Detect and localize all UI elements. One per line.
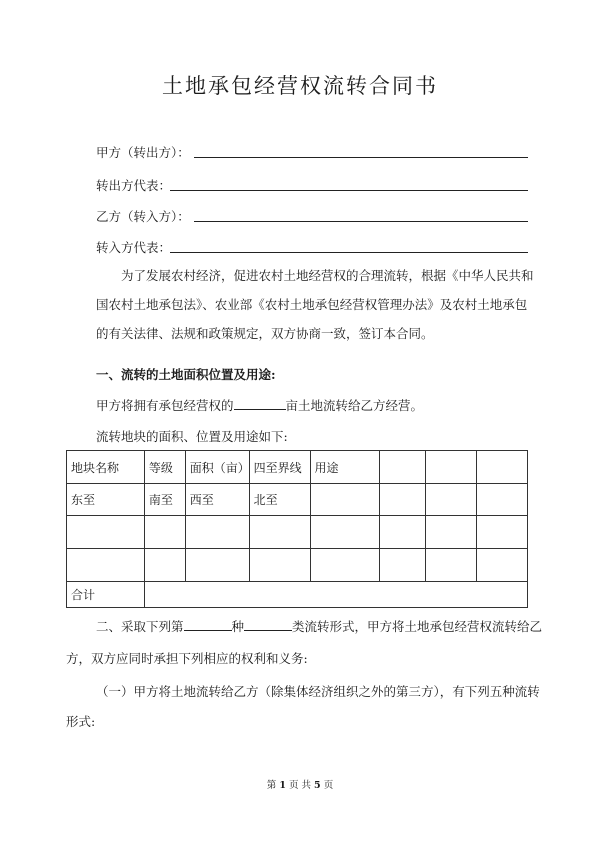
table-cell: [380, 549, 426, 582]
footer-mid: 页 共: [288, 780, 312, 791]
table-row-boundaries: [67, 484, 528, 516]
party-a-label: 甲方（转出方）：: [96, 145, 190, 160]
table-cell: 北至: [249, 484, 310, 516]
party-a-blank: [194, 157, 528, 158]
section-1-heading: 一、流转的土地面积位置及用途:: [96, 367, 276, 382]
table-cell: [477, 549, 528, 582]
table-cell: [249, 549, 310, 582]
table-cell: 东至: [67, 484, 145, 516]
page-footer: [0, 777, 600, 791]
section-2-line-2: 方，双方应同时承担下列相应的权利和义务:: [66, 651, 308, 666]
section-1-line-1-b: 亩土地流转给乙方经营。: [285, 398, 424, 413]
footer-total-pages: 5: [314, 780, 321, 791]
table-cell: [249, 516, 310, 549]
table-row-header: [67, 451, 528, 484]
intro-paragraph: 为了发展农村经济，促进农村土地经营权的合理流转，根据《中华人民共和国农村土地承包法》、农业部《农村土地承包经营权管理办法》及农村土地承包的有关法律、法规和政策规定，双方协商一致，签订本合同。: [96, 268, 534, 341]
table-cell: [310, 484, 380, 516]
table-cell: [426, 451, 477, 484]
table-cell: [310, 516, 380, 549]
section-2-b: 种: [231, 619, 245, 634]
table-cell: [477, 451, 528, 484]
transferee-rep-label: 转入方代表：: [96, 240, 172, 255]
table-cell: 西至: [185, 484, 249, 516]
footer-prefix: 第: [266, 780, 277, 791]
table-cell: [144, 549, 185, 582]
table-cell: [380, 484, 426, 516]
table-total-label: 合计: [67, 582, 145, 608]
table-cell: [426, 516, 477, 549]
transferor-rep-label: 转出方代表：: [96, 178, 172, 193]
table-cell: [380, 516, 426, 549]
table-cell: 四至界线: [249, 451, 310, 484]
table-row: [67, 549, 528, 582]
table-cell: 面积（亩）: [185, 451, 249, 484]
table-cell: [67, 516, 145, 549]
section-1-line-1-a: 甲方将拥有承包经营权的: [96, 398, 234, 413]
transferor-rep-blank: [170, 190, 528, 191]
table-cell: [477, 484, 528, 516]
table-row: [67, 516, 528, 549]
acreage-blank: [234, 397, 286, 410]
table-cell: [426, 549, 477, 582]
table-cell: [310, 549, 380, 582]
table-cell: 南至: [144, 484, 185, 516]
table-total-value: [144, 582, 527, 608]
form-type-blank: [244, 618, 292, 631]
table-cell: 地块名称: [67, 451, 145, 484]
table-row-total: [67, 582, 528, 608]
document-title: 土地承包经营权流转合同书: [162, 74, 438, 98]
form-number-blank: [184, 618, 232, 631]
section-2-line-1: [96, 617, 542, 635]
table-cell: 用途: [310, 451, 380, 484]
section-1-line-1: [96, 396, 423, 414]
transferee-rep-blank: [170, 252, 528, 253]
table-cell: [67, 549, 145, 582]
section-1-line-2: 流转地块的面积、位置及用途如下:: [96, 429, 288, 444]
table-cell: [380, 451, 426, 484]
table-cell: [477, 516, 528, 549]
table-cell: [144, 516, 185, 549]
section-2-c: 类流转形式，甲方将土地承包经营权流转给乙: [292, 619, 543, 634]
section-2-a: 二、采取下列第: [96, 619, 184, 634]
table-cell: [185, 549, 249, 582]
footer-suffix: 页: [323, 780, 334, 791]
table-cell: [185, 516, 249, 549]
subsection-1-line-1: （一）甲方将土地流转给乙方（除集体经济组织之外的第三方），有下列五种流转: [96, 684, 540, 699]
table-cell: [426, 484, 477, 516]
subsection-1-line-2: 形式:: [66, 714, 96, 729]
table-cell: 等级: [144, 451, 185, 484]
footer-page-number: 1: [279, 780, 286, 791]
land-table: [66, 450, 528, 608]
party-b-label: 乙方（转入方）：: [96, 209, 190, 224]
party-b-blank: [194, 221, 528, 222]
